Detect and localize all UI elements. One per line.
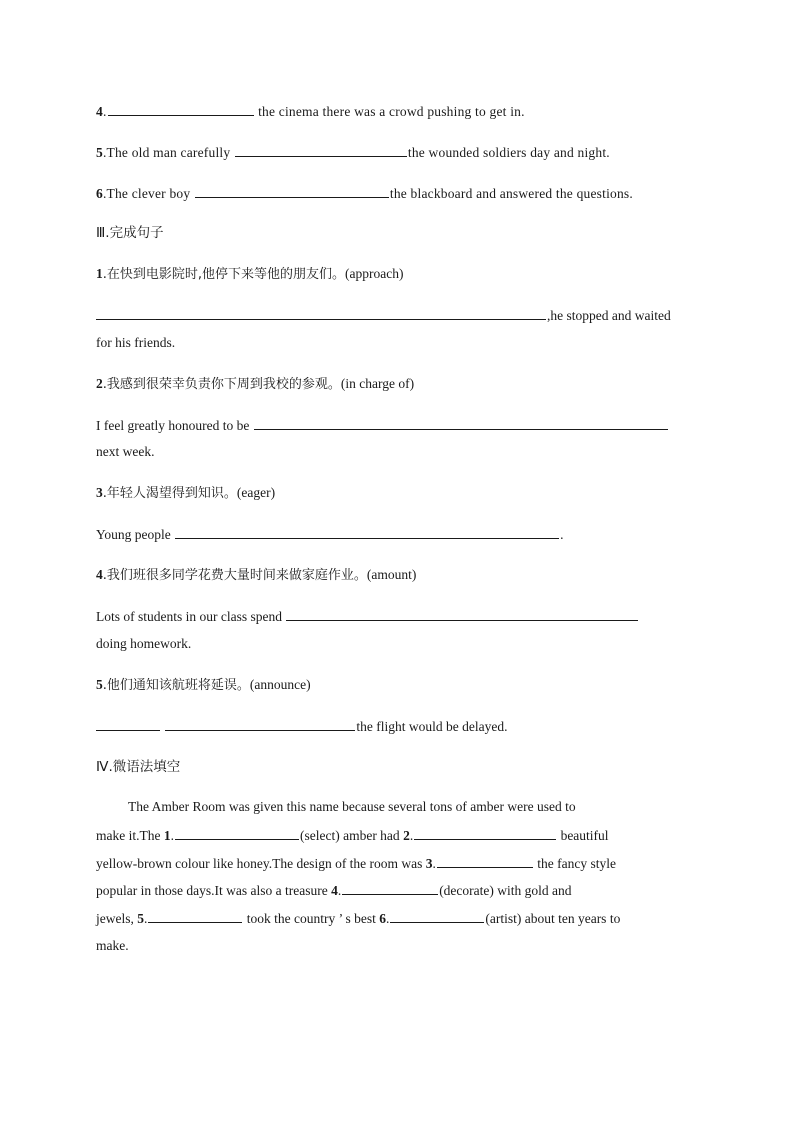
passage-line: make. (96, 938, 129, 953)
sentence-prompt-4 (96, 566, 416, 585)
hint-text: (amount) (366, 567, 417, 582)
exercise-item-4 (96, 102, 525, 121)
item-text: . (102, 104, 107, 119)
item-number: 1 (96, 266, 103, 281)
answer-blank[interactable] (414, 826, 556, 840)
passage-text: make it.The (96, 828, 164, 843)
hint-text: (announce) (249, 677, 311, 692)
answer-blank[interactable] (254, 416, 668, 430)
answer-blank[interactable] (390, 909, 484, 923)
prompt-text: .他们通知该航班将延误。 (102, 678, 250, 693)
section-heading-4: Ⅳ.微语法填空 (96, 759, 181, 775)
exercise-item-5 (96, 143, 610, 162)
item-number: 6 (96, 186, 103, 201)
answer-blank[interactable] (108, 102, 254, 116)
sentence-prompt-3 (96, 484, 275, 503)
answer-text: Young people (96, 527, 175, 542)
answer-blank[interactable] (96, 306, 546, 320)
answer-blank[interactable] (235, 143, 407, 157)
answer-text: . (560, 527, 564, 542)
item-number: 5 (96, 677, 103, 692)
answer-text: ,he stopped and waited (547, 308, 671, 323)
answer-text: I feel greatly honoured to be (96, 418, 253, 433)
passage-text: (select) amber had (299, 828, 404, 843)
answer-blank[interactable] (437, 854, 533, 868)
exercise-item-6 (96, 184, 633, 203)
passage-text: jewels, (96, 911, 138, 926)
passage-text: beautiful (557, 828, 609, 843)
answer-blank[interactable] (175, 826, 299, 840)
passage-text: yellow-brown colour like honey.The design of the room was (96, 856, 426, 871)
passage-text: took the country ’ s best (243, 911, 380, 926)
answer-text: Lots of students in our class spend (96, 609, 286, 624)
item-number: 2 (96, 376, 103, 391)
passage-line: popular in those days.It was also a treasure 4. (decorate) with gold and (96, 883, 572, 898)
passage-line: jewels, 5. took the country ’ s best 6. (artist) about ten years to (96, 911, 621, 926)
item-number: 5 (96, 145, 103, 160)
item-text: .The clever boy (102, 186, 194, 201)
answer-line-1 (96, 306, 671, 325)
item-text: the wounded soldiers day and night. (407, 145, 610, 160)
answer-blank[interactable] (342, 881, 438, 895)
answer-continuation: next week. (96, 444, 155, 459)
passage-text: (decorate) with gold and (439, 883, 572, 898)
blank-number: 6 (379, 911, 386, 926)
answer-line-5 (96, 717, 507, 736)
prompt-text: .我们班很多同学花费大量时间来做家庭作业。 (102, 568, 367, 583)
prompt-text: .年轻人渴望得到知识。 (102, 486, 237, 501)
blank-number: 1 (163, 828, 171, 843)
passage-line: make it.The 1. (select) amber had 2. beautiful (96, 828, 609, 843)
hint-text: (approach) (345, 266, 404, 281)
item-number: 4 (96, 104, 103, 119)
sentence-prompt-1 (96, 265, 403, 284)
answer-blank[interactable] (195, 184, 389, 198)
answer-line-4 (96, 607, 639, 626)
blank-number: 3 (425, 856, 433, 871)
answer-blank[interactable] (165, 717, 355, 731)
answer-blank[interactable] (286, 607, 638, 621)
sentence-prompt-2 (96, 375, 414, 394)
section-heading-3: Ⅲ.完成句子 (96, 225, 164, 241)
passage-line: yellow-brown colour like honey.The design of the room was 3. the fancy style (96, 856, 617, 871)
hint-text: (in charge of) (340, 376, 415, 391)
answer-text: the flight would be delayed. (356, 719, 508, 734)
answer-blank[interactable] (96, 717, 160, 731)
blank-number: 2 (403, 828, 410, 843)
passage-text: (artist) about ten years to (485, 911, 621, 926)
hint-text: (eager) (236, 485, 276, 500)
item-number: 3 (96, 485, 103, 500)
answer-line-2 (96, 416, 669, 435)
item-text: the blackboard and answered the questions. (389, 186, 633, 201)
answer-line-3 (96, 525, 564, 544)
passage-line: The Amber Room was given this name because several tons of amber were used to (128, 799, 576, 814)
item-text: .The old man carefully (102, 145, 234, 160)
passage-text: popular in those days.It was also a treasure (96, 883, 332, 898)
passage-text: the fancy style (533, 856, 617, 871)
sentence-prompt-5 (96, 676, 311, 695)
item-text: the cinema there was a crowd pushing to get in. (254, 104, 525, 119)
blank-number: 4 (331, 883, 338, 898)
blank-number: 5 (137, 911, 144, 926)
prompt-text: .我感到很荣幸负责你下周到我校的参观。 (102, 377, 341, 392)
answer-blank[interactable] (175, 525, 559, 539)
item-number: 4 (96, 567, 103, 582)
answer-blank[interactable] (148, 909, 242, 923)
answer-continuation: doing homework. (96, 636, 192, 651)
prompt-text: .在快到电影院时,他停下来等他的朋友们。 (102, 267, 346, 282)
answer-continuation: for his friends. (96, 335, 176, 350)
